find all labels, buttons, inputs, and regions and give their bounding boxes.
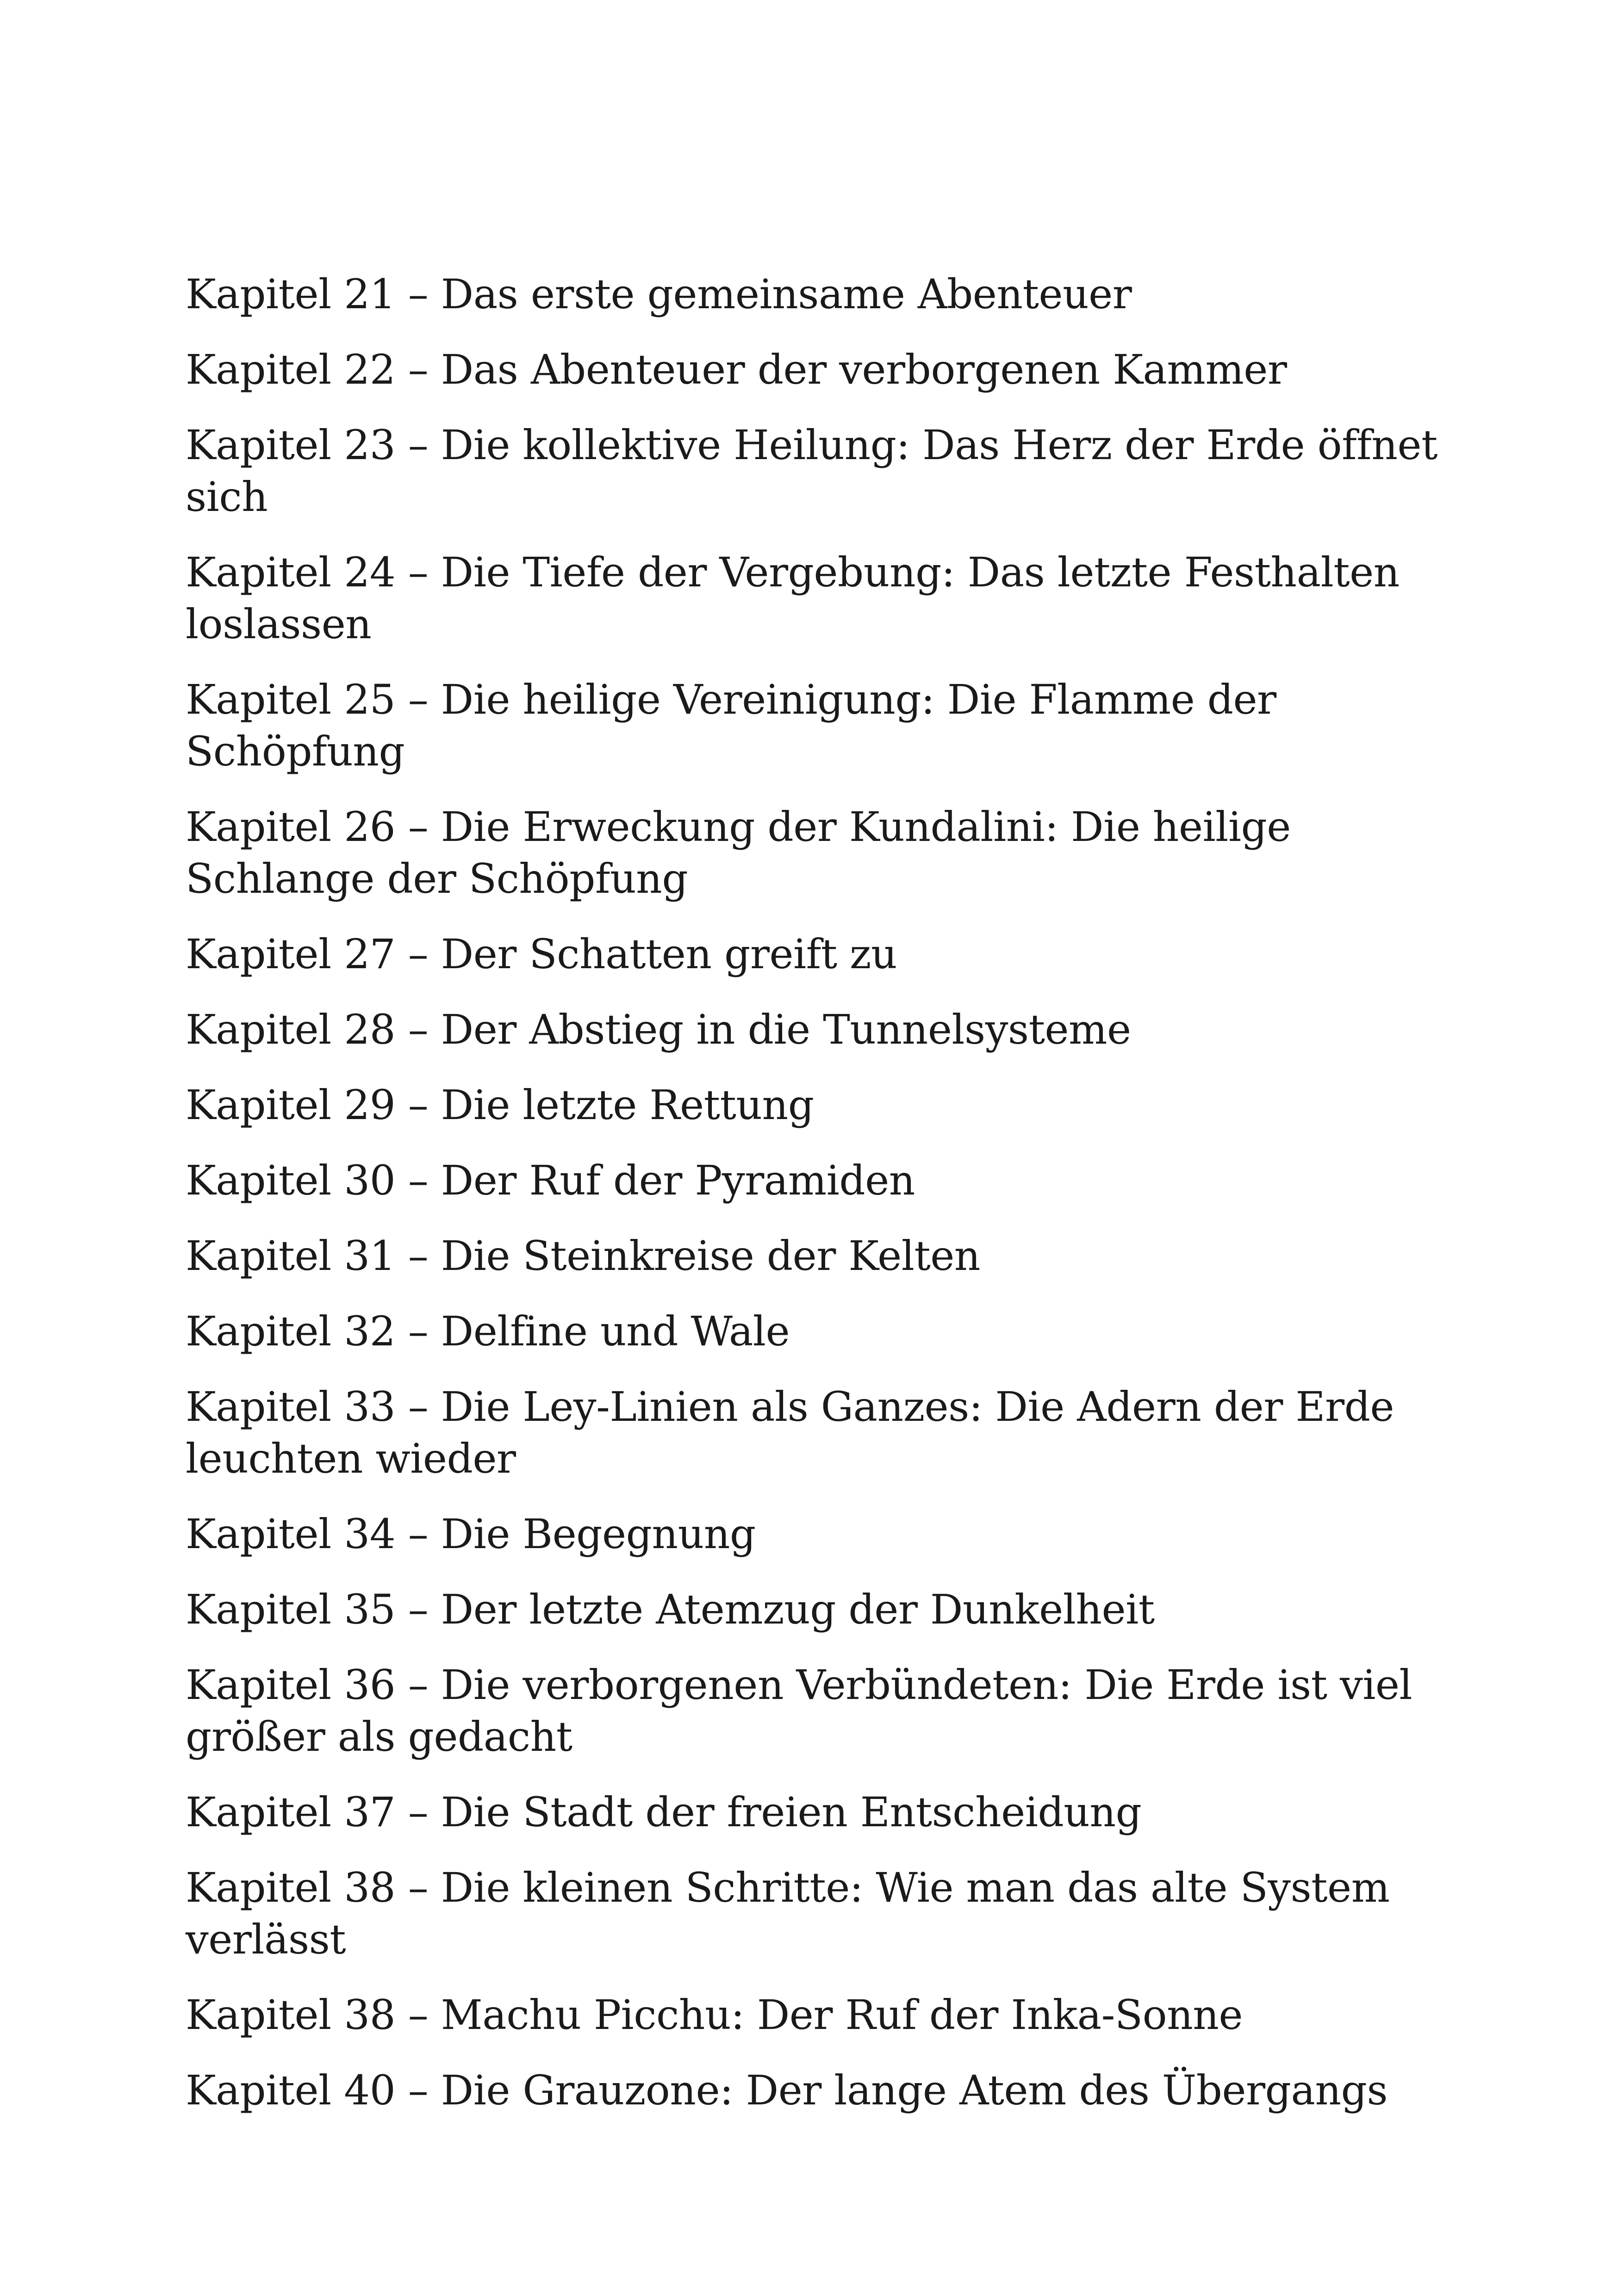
toc-entry-kapitel-38a: Kapitel 38 – Die kleinen Schritte: Wie man das alte System verlässt	[186, 1864, 1390, 1963]
toc-entry-kapitel-37: Kapitel 37 – Die Stadt der freien Entscheidung	[186, 1788, 1142, 1836]
toc-entry-kapitel-27: Kapitel 27 – Der Schatten greift zu	[186, 930, 897, 978]
toc-entry-kapitel-36: Kapitel 36 – Die verborgenen Verbündeten: Die Erde ist viel größer als gedacht	[186, 1661, 1413, 1761]
toc-entry-kapitel-32: Kapitel 32 – Delfine und Wale	[186, 1307, 790, 1355]
toc-entry-kapitel-29: Kapitel 29 – Die letzte Rettung	[186, 1081, 814, 1129]
toc-entry-kapitel-28: Kapitel 28 – Der Abstieg in die Tunnelsysteme	[186, 1006, 1131, 1053]
toc-entry-kapitel-34: Kapitel 34 – Die Begegnung	[186, 1510, 756, 1558]
table-of-contents	[186, 268, 1463, 2140]
toc-entry-kapitel-40: Kapitel 40 – Die Grauzone: Der lange Atem des Übergangs	[186, 2066, 1388, 2114]
toc-entry-kapitel-31: Kapitel 31 – Die Steinkreise der Kelten	[186, 1232, 980, 1280]
toc-entry-kapitel-22: Kapitel 22 – Das Abenteuer der verborgenen Kammer	[186, 346, 1287, 393]
toc-entry-kapitel-38b: Kapitel 38 – Machu Picchu: Der Ruf der Inka-Sonne	[186, 1991, 1243, 2039]
toc-entry-kapitel-26: Kapitel 26 – Die Erweckung der Kundalini: Die heilige Schlange der Schöpfung	[186, 803, 1291, 902]
toc-entry-kapitel-30: Kapitel 30 – Der Ruf der Pyramiden	[186, 1157, 915, 1204]
toc-entry-kapitel-33: Kapitel 33 – Die Ley-Linien als Ganzes: Die Adern der Erde leuchten wieder	[186, 1383, 1394, 1482]
toc-entry-kapitel-35: Kapitel 35 – Der letzte Atemzug der Dunkelheit	[186, 1586, 1155, 1633]
toc-entry-kapitel-21: Kapitel 21 – Das erste gemeinsame Abenteuer	[186, 270, 1132, 318]
toc-entry-kapitel-25: Kapitel 25 – Die heilige Vereinigung: Die Flamme der Schöpfung	[186, 676, 1276, 775]
toc-entry-kapitel-23: Kapitel 23 – Die kollektive Heilung: Das Herz der Erde öffnet sich	[186, 421, 1438, 521]
toc-entry-kapitel-24: Kapitel 24 – Die Tiefe der Vergebung: Das letzte Festhalten loslassen	[186, 548, 1400, 648]
